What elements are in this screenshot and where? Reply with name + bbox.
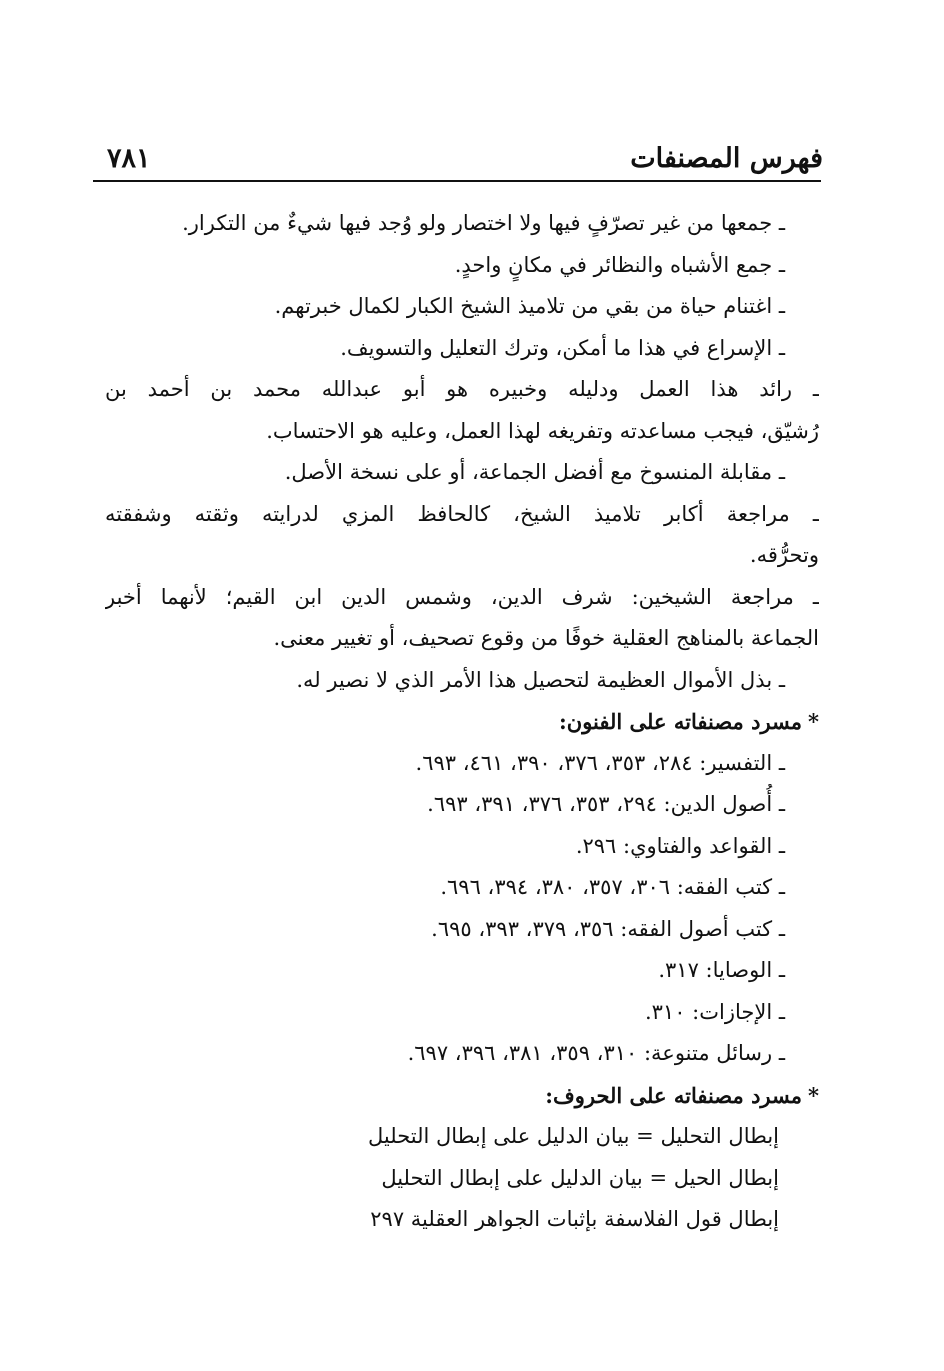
subject-index-line: ـ رسائل متنوعة: ٣١٠، ٣٥٩، ٣٨١، ٣٩٦، ٦٩٧. bbox=[407, 1041, 785, 1065]
text-line: ـ مقابلة المنسوخ مع أفضل الجماعة، أو على نسخة الأصل. bbox=[284, 460, 785, 484]
section-heading-text: مسرد مصنفاته على الفنون: bbox=[559, 709, 803, 734]
section-heading-text: مسرد مصنفاته على الحروف: bbox=[545, 1082, 803, 1108]
header-title: فهرس المصنفات bbox=[630, 143, 823, 174]
text-line: ـ مراجعة أكابر تلاميذ الشيخ، كالحافظ المزي لدرايته وثقته وشفقته bbox=[105, 501, 819, 526]
subject-index-line: ـ التفسير: ٢٨٤، ٣٥٣، ٣٧٦، ٣٩٠، ٤٦١، ٦٩٣. bbox=[415, 750, 785, 775]
text-line: ـ بذل الأموال العظيمة لتحصيل هذا الأمر الذي لا نصير له. bbox=[296, 667, 785, 692]
subject-index-line: ـ الإجازات: ٣١٠. bbox=[644, 999, 785, 1024]
alphabetical-entry: إبطال الحيل = بيان الدليل على إبطال التحليل bbox=[381, 1165, 779, 1190]
text-line: رُشيّق، فيجب مساعدته وتفريغه لهذا العمل، وعليه هو الاحتساب. bbox=[266, 418, 819, 443]
page-number: ٧٨١ bbox=[107, 143, 151, 174]
running-header bbox=[93, 140, 823, 178]
text-line: الجماعة بالمناهج العقلية خوفًا من وقوع تصحيف، أو تغيير معنى. bbox=[273, 626, 819, 650]
alphabetical-entry: إبطال قول الفلاسفة بإثبات الجواهر العقلية ٢٩٧ bbox=[370, 1207, 779, 1231]
text-line: ـ جمعها من غير تصرّفٍ فيها ولا اختصار ولو وُجد فيها شيءٌ من التكرار. bbox=[182, 211, 785, 235]
subject-index-line: ـ كتب الفقه: ٣٠٦، ٣٥٧، ٣٨٠، ٣٩٤، ٦٩٦. bbox=[440, 875, 785, 899]
text-line: ـ الإسراع في هذا ما أمكن، وترك التعليل والتسويف. bbox=[340, 335, 785, 360]
text-line: وتحرُّقه. bbox=[749, 543, 819, 567]
subject-index-line: ـ الوصايا: ٣١٧. bbox=[658, 958, 785, 982]
section-heading bbox=[105, 701, 819, 743]
asterisk: * bbox=[808, 709, 819, 734]
asterisk: * bbox=[808, 1082, 819, 1108]
subject-index-line: ـ كتب أصول الفقه: ٣٥٦، ٣٧٩، ٣٩٣، ٦٩٥. bbox=[431, 916, 785, 941]
header-rule bbox=[93, 180, 821, 182]
text-line: ـ مراجعة الشيخين: شرف الدين، وشمس الدين ابن القيم؛ لأنهما أخبر bbox=[105, 584, 819, 609]
text-line: ـ جمع الأشباه والنظائر في مكانٍ واحدٍ. bbox=[454, 252, 785, 277]
subject-index-line: ـ القواعد والفتاوي: ٢٩٦. bbox=[575, 833, 785, 858]
subject-index-line: ـ أُصول الدين: ٢٩٤، ٣٥٣، ٣٧٦، ٣٩١، ٦٩٣. bbox=[427, 792, 785, 816]
text-line: ـ رائد هذا العمل ودليله وخبيره هو أبو عبدالله محمد بن أحمد بن bbox=[105, 377, 819, 401]
text-line: ـ اغتنام حياة من بقي من تلاميذ الشيخ الكبار لكمال خبرتهم. bbox=[274, 294, 785, 318]
page-body bbox=[105, 203, 819, 1241]
section-heading bbox=[105, 1075, 819, 1117]
alphabetical-entry: إبطال التحليل = بيان الدليل على إبطال التحليل bbox=[368, 1124, 779, 1148]
